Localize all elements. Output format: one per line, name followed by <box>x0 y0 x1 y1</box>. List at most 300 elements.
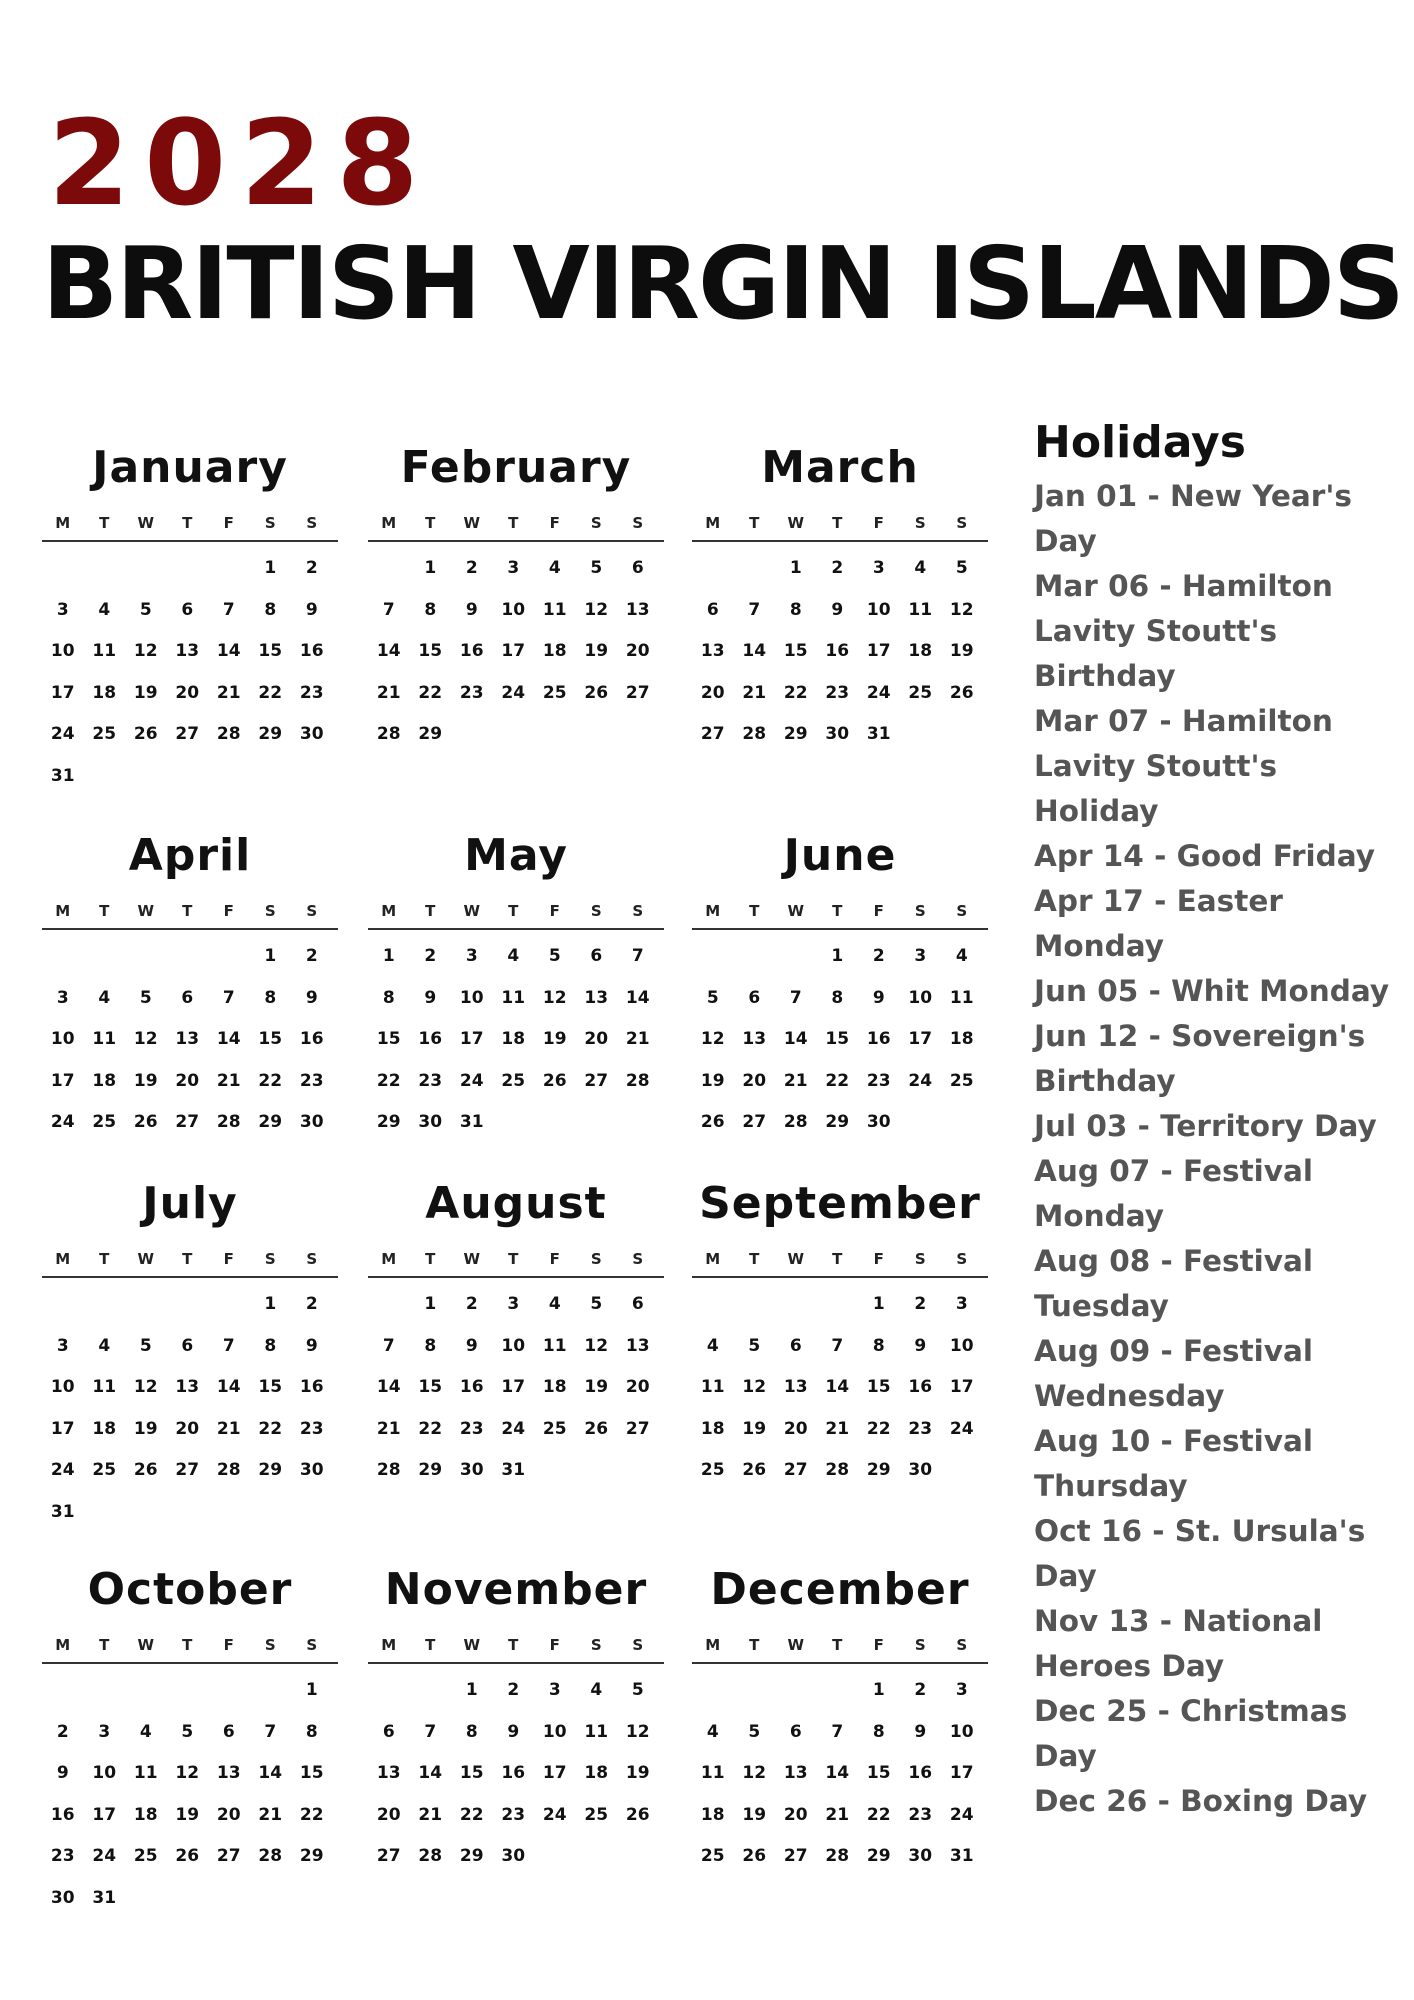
day-cell: 24 <box>50 1112 75 1132</box>
day-cell: 18 <box>542 1377 567 1397</box>
weekday-label: T <box>99 1636 110 1654</box>
month-july <box>42 1178 338 1533</box>
day-cell: 21 <box>376 1418 401 1439</box>
day-cell: 13 <box>376 1763 401 1783</box>
month-name: May <box>464 830 568 881</box>
day-cell: 12 <box>584 599 609 620</box>
holiday-item: Aug 07 - Festival Monday <box>1034 1154 1314 1234</box>
weekday-label: T <box>832 514 843 532</box>
day-cell: 25 <box>908 682 933 703</box>
day-cell: 11 <box>92 641 117 661</box>
day-cell: 16 <box>299 1377 324 1397</box>
day-cell: 6 <box>181 1335 194 1356</box>
day-cell: 19 <box>133 1070 158 1091</box>
day-cell: 11 <box>700 1763 725 1783</box>
day-cell: 27 <box>742 1112 767 1132</box>
weekday-label: F <box>549 902 560 920</box>
weekday-label: T <box>508 1250 519 1268</box>
weekday-label: S <box>264 902 276 920</box>
month-november <box>368 1564 664 1878</box>
day-cell: 18 <box>700 1804 725 1825</box>
day-cell: 13 <box>175 641 200 661</box>
day-cell: 18 <box>133 1804 158 1825</box>
weekday-label: T <box>99 902 110 920</box>
day-cell: 25 <box>700 1460 725 1480</box>
day-cell: 30 <box>501 1846 526 1866</box>
day-cell: 2 <box>914 1294 927 1314</box>
day-blank <box>368 1670 410 1712</box>
day-cell: 6 <box>631 558 644 578</box>
weekday-label: S <box>956 902 968 920</box>
weekday-label: T <box>182 902 193 920</box>
day-cell: 26 <box>949 682 974 703</box>
day-cell: 18 <box>949 1029 974 1049</box>
day-cell: 6 <box>748 987 761 1008</box>
day-cell: 15 <box>418 641 443 661</box>
day-cell: 21 <box>258 1804 283 1825</box>
day-cell: 3 <box>955 1680 968 1700</box>
day-blank <box>208 548 250 590</box>
day-cell: 25 <box>92 1112 117 1132</box>
day-cell: 8 <box>424 1335 437 1356</box>
day-cell: 28 <box>258 1846 283 1866</box>
day-cell: 28 <box>825 1460 850 1480</box>
day-cell: 8 <box>305 1721 318 1742</box>
day-cell: 23 <box>908 1418 933 1439</box>
day-cell: 11 <box>133 1763 158 1783</box>
day-cell: 8 <box>831 987 844 1008</box>
day-cell: 10 <box>949 1721 974 1742</box>
holiday-item: Jun 12 - Sovereign's Birthday <box>1034 1019 1366 1099</box>
month-october <box>42 1564 338 1919</box>
day-cell: 1 <box>305 1680 318 1700</box>
day-cell: 18 <box>501 1029 526 1049</box>
day-cell: 7 <box>264 1721 277 1742</box>
day-blank <box>410 1670 452 1712</box>
day-cell: 2 <box>831 558 844 578</box>
day-cell: 10 <box>50 641 75 661</box>
day-cell: 15 <box>825 1029 850 1049</box>
day-blank <box>42 1670 84 1712</box>
day-cell: 12 <box>133 641 158 661</box>
weekday-label: S <box>632 1636 644 1654</box>
day-cell: 12 <box>742 1763 767 1783</box>
day-cell: 13 <box>700 641 725 661</box>
weekday-label: F <box>223 1250 234 1268</box>
day-cell: 24 <box>501 682 526 703</box>
weekday-label: W <box>137 1250 155 1268</box>
day-cell: 4 <box>706 1335 719 1356</box>
day-cell: 19 <box>584 641 609 661</box>
holiday-item: Jun 05 - Whit Monday <box>1034 974 1390 1009</box>
day-blank <box>84 1284 126 1326</box>
day-cell: 3 <box>955 1294 968 1314</box>
weekday-label: S <box>590 1250 602 1268</box>
weekday-label: T <box>508 902 519 920</box>
day-cell: 18 <box>584 1763 609 1783</box>
weekday-label: T <box>749 514 760 532</box>
day-cell: 15 <box>258 641 283 661</box>
day-cell: 3 <box>507 558 520 578</box>
day-cell: 29 <box>866 1460 891 1480</box>
day-cell: 6 <box>631 1294 644 1314</box>
day-cell: 30 <box>299 724 324 744</box>
weekday-label: M <box>55 902 71 920</box>
day-cell: 13 <box>783 1763 808 1783</box>
day-blank <box>125 1670 167 1712</box>
day-cell: 13 <box>216 1763 241 1783</box>
day-cell: 17 <box>92 1804 117 1825</box>
day-cell: 11 <box>908 599 933 620</box>
day-cell: 19 <box>584 1377 609 1397</box>
weekday-label: W <box>463 1250 481 1268</box>
weekday-label: W <box>463 1636 481 1654</box>
day-cell: 26 <box>700 1112 725 1132</box>
day-cell: 24 <box>501 1418 526 1439</box>
day-cell: 9 <box>914 1335 927 1356</box>
weekday-label: T <box>425 902 436 920</box>
day-blank <box>734 548 776 590</box>
day-blank <box>817 1284 859 1326</box>
day-cell: 14 <box>216 1377 241 1397</box>
day-blank <box>692 1670 734 1712</box>
day-cell: 12 <box>133 1029 158 1049</box>
day-cell: 20 <box>175 1418 200 1439</box>
day-cell: 7 <box>424 1721 437 1742</box>
weekday-label: S <box>632 902 644 920</box>
day-cell: 3 <box>872 558 885 578</box>
day-cell: 4 <box>139 1721 152 1742</box>
weekday-label: S <box>632 514 644 532</box>
day-cell: 14 <box>742 641 767 661</box>
day-grid <box>368 936 664 1144</box>
holiday-item: Jul 03 - Territory Day <box>1034 1109 1377 1144</box>
day-cell: 22 <box>783 682 808 703</box>
day-cell: 21 <box>216 1418 241 1439</box>
day-cell: 14 <box>376 641 401 661</box>
day-cell: 26 <box>584 682 609 703</box>
day-cell: 24 <box>50 1460 75 1480</box>
holiday-item: Aug 08 - Festival Tuesday <box>1034 1244 1314 1324</box>
day-cell: 9 <box>305 599 318 620</box>
day-cell: 16 <box>299 641 324 661</box>
day-blank <box>167 548 209 590</box>
weekday-header <box>692 1628 988 1664</box>
day-grid <box>692 936 988 1144</box>
day-cell: 14 <box>216 1029 241 1049</box>
weekday-header <box>42 506 338 542</box>
day-cell: 10 <box>908 987 933 1008</box>
day-cell: 1 <box>789 558 802 578</box>
day-cell: 24 <box>949 1804 974 1825</box>
day-cell: 16 <box>299 1029 324 1049</box>
day-cell: 16 <box>866 1029 891 1049</box>
day-cell: 10 <box>866 599 891 620</box>
day-cell: 4 <box>590 1680 603 1700</box>
day-cell: 15 <box>299 1763 324 1783</box>
day-cell: 23 <box>299 1070 324 1091</box>
weekday-label: S <box>306 1636 318 1654</box>
day-cell: 22 <box>866 1418 891 1439</box>
weekday-label: T <box>182 1250 193 1268</box>
day-cell: 12 <box>584 1335 609 1356</box>
day-cell: 16 <box>908 1377 933 1397</box>
day-cell: 29 <box>299 1846 324 1866</box>
day-cell: 18 <box>700 1418 725 1439</box>
day-cell: 30 <box>825 724 850 744</box>
day-cell: 15 <box>866 1377 891 1397</box>
day-cell: 22 <box>418 1418 443 1439</box>
day-cell: 21 <box>376 682 401 703</box>
holiday-item: Mar 07 - Hamilton Lavity Stoutt's Holiday <box>1034 704 1333 829</box>
day-cell: 1 <box>872 1680 885 1700</box>
day-cell: 10 <box>501 1335 526 1356</box>
day-cell: 28 <box>825 1846 850 1866</box>
month-january <box>42 442 338 797</box>
day-cell: 19 <box>175 1804 200 1825</box>
day-cell: 27 <box>376 1846 401 1866</box>
day-cell: 3 <box>56 987 69 1008</box>
weekday-label: T <box>182 1636 193 1654</box>
day-cell: 20 <box>625 1377 650 1397</box>
day-cell: 31 <box>866 724 891 744</box>
day-cell: 19 <box>133 1418 158 1439</box>
month-august <box>368 1178 664 1492</box>
day-cell: 4 <box>914 558 927 578</box>
day-cell: 23 <box>299 682 324 703</box>
day-cell: 14 <box>625 987 650 1008</box>
day-grid <box>692 1284 988 1492</box>
day-cell: 12 <box>949 599 974 620</box>
day-cell: 31 <box>92 1887 117 1908</box>
day-cell: 14 <box>376 1377 401 1397</box>
day-cell: 29 <box>418 1460 443 1480</box>
day-cell: 13 <box>584 987 609 1008</box>
day-cell: 25 <box>133 1846 158 1866</box>
day-cell: 8 <box>264 599 277 620</box>
day-cell: 1 <box>872 1294 885 1314</box>
weekday-label: S <box>914 1636 926 1654</box>
day-cell: 30 <box>50 1887 75 1908</box>
day-cell: 9 <box>831 599 844 620</box>
day-cell: 12 <box>700 1029 725 1049</box>
day-cell: 22 <box>258 1418 283 1439</box>
day-cell: 11 <box>700 1377 725 1397</box>
day-cell: 25 <box>584 1804 609 1825</box>
day-blank <box>250 1670 292 1712</box>
weekday-label: M <box>381 514 397 532</box>
weekday-label: M <box>705 514 721 532</box>
weekday-label: W <box>787 514 805 532</box>
day-cell: 13 <box>742 1029 767 1049</box>
day-cell: 7 <box>222 1335 235 1356</box>
day-cell: 22 <box>299 1804 324 1825</box>
day-cell: 7 <box>222 599 235 620</box>
day-cell: 24 <box>50 724 75 744</box>
weekday-label: T <box>832 902 843 920</box>
day-blank <box>734 1670 776 1712</box>
day-grid <box>42 1284 338 1533</box>
day-cell: 4 <box>706 1721 719 1742</box>
weekday-label: F <box>223 902 234 920</box>
day-cell: 21 <box>625 1029 650 1049</box>
day-cell: 26 <box>175 1846 200 1866</box>
weekday-label: F <box>549 1636 560 1654</box>
weekday-header <box>692 894 988 930</box>
day-blank <box>84 1670 126 1712</box>
weekday-label: S <box>590 902 602 920</box>
day-blank <box>42 936 84 978</box>
day-grid <box>692 548 988 756</box>
day-cell: 23 <box>459 682 484 703</box>
day-cell: 10 <box>50 1377 75 1397</box>
day-blank <box>167 1670 209 1712</box>
weekday-header <box>368 894 664 930</box>
day-cell: 5 <box>590 1294 603 1314</box>
day-cell: 20 <box>742 1070 767 1091</box>
day-cell: 19 <box>742 1418 767 1439</box>
weekday-label: S <box>264 514 276 532</box>
day-cell: 14 <box>825 1377 850 1397</box>
day-cell: 17 <box>50 1070 75 1091</box>
month-name: March <box>761 442 919 493</box>
day-cell: 4 <box>507 946 520 966</box>
day-cell: 17 <box>949 1377 974 1397</box>
day-cell: 30 <box>299 1112 324 1132</box>
day-cell: 8 <box>382 987 395 1008</box>
day-cell: 8 <box>465 1721 478 1742</box>
month-name: April <box>128 830 252 881</box>
day-cell: 20 <box>625 641 650 661</box>
day-cell: 8 <box>789 599 802 620</box>
day-cell: 20 <box>783 1804 808 1825</box>
day-cell: 6 <box>590 946 603 966</box>
day-cell: 26 <box>542 1070 567 1091</box>
month-name: June <box>783 830 897 881</box>
day-cell: 17 <box>949 1763 974 1783</box>
day-cell: 27 <box>175 1112 200 1132</box>
day-cell: 8 <box>424 599 437 620</box>
day-cell: 22 <box>418 682 443 703</box>
weekday-label: T <box>508 1636 519 1654</box>
weekday-label: M <box>55 1250 71 1268</box>
day-cell: 5 <box>181 1721 194 1742</box>
day-cell: 4 <box>98 599 111 620</box>
day-cell: 29 <box>376 1112 401 1132</box>
day-cell: 11 <box>542 599 567 620</box>
day-cell: 14 <box>216 641 241 661</box>
weekday-label: S <box>306 902 318 920</box>
weekday-label: S <box>306 1250 318 1268</box>
day-cell: 19 <box>700 1070 725 1091</box>
day-cell: 22 <box>459 1804 484 1825</box>
day-blank <box>84 936 126 978</box>
weekday-label: T <box>749 902 760 920</box>
day-cell: 28 <box>216 1460 241 1480</box>
day-cell: 26 <box>584 1418 609 1439</box>
day-blank <box>775 1670 817 1712</box>
day-blank <box>817 1670 859 1712</box>
day-cell: 10 <box>459 987 484 1008</box>
day-cell: 11 <box>584 1721 609 1742</box>
day-cell: 21 <box>825 1418 850 1439</box>
day-cell: 1 <box>424 1294 437 1314</box>
day-cell: 28 <box>216 1112 241 1132</box>
day-cell: 26 <box>625 1804 650 1825</box>
day-cell: 14 <box>258 1763 283 1783</box>
day-cell: 20 <box>584 1029 609 1049</box>
day-cell: 7 <box>831 1721 844 1742</box>
day-cell: 17 <box>50 1418 75 1439</box>
weekday-label: W <box>787 1250 805 1268</box>
day-blank <box>167 936 209 978</box>
day-grid <box>368 1670 664 1878</box>
day-cell: 7 <box>631 946 644 966</box>
day-cell: 9 <box>465 1335 478 1356</box>
day-cell: 7 <box>748 599 761 620</box>
weekday-label: F <box>223 514 234 532</box>
day-cell: 16 <box>501 1763 526 1783</box>
month-june <box>692 830 988 1144</box>
day-cell: 5 <box>590 558 603 578</box>
day-cell: 9 <box>507 1721 520 1742</box>
day-cell: 18 <box>542 641 567 661</box>
day-cell: 29 <box>825 1112 850 1132</box>
day-cell: 27 <box>216 1846 241 1866</box>
month-name: September <box>699 1178 981 1229</box>
weekday-label: S <box>914 514 926 532</box>
day-cell: 14 <box>783 1029 808 1049</box>
day-cell: 22 <box>376 1070 401 1091</box>
day-cell: 29 <box>866 1846 891 1866</box>
weekday-label: T <box>425 514 436 532</box>
day-cell: 11 <box>92 1029 117 1049</box>
day-cell: 8 <box>872 1721 885 1742</box>
holiday-item: Aug 10 - Festival Thursday <box>1034 1424 1314 1504</box>
day-cell: 12 <box>133 1377 158 1397</box>
day-grid <box>42 548 338 797</box>
weekday-label: T <box>425 1250 436 1268</box>
day-blank <box>167 1284 209 1326</box>
day-cell: 5 <box>631 1680 644 1700</box>
day-cell: 15 <box>783 641 808 661</box>
day-cell: 26 <box>133 1460 158 1480</box>
day-cell: 25 <box>501 1070 526 1091</box>
day-cell: 3 <box>914 946 927 966</box>
day-cell: 23 <box>866 1070 891 1091</box>
day-blank <box>125 548 167 590</box>
day-cell: 3 <box>98 1721 111 1742</box>
day-blank <box>368 548 410 590</box>
day-blank <box>42 548 84 590</box>
weekday-label: S <box>264 1636 276 1654</box>
weekday-label: F <box>873 514 884 532</box>
day-cell: 2 <box>305 946 318 966</box>
day-cell: 12 <box>175 1763 200 1783</box>
day-cell: 15 <box>459 1763 484 1783</box>
day-cell: 5 <box>139 987 152 1008</box>
day-blank <box>84 548 126 590</box>
day-cell: 13 <box>783 1377 808 1397</box>
day-cell: 27 <box>783 1846 808 1866</box>
day-cell: 19 <box>949 641 974 661</box>
day-cell: 12 <box>742 1377 767 1397</box>
day-cell: 6 <box>789 1721 802 1742</box>
day-cell: 25 <box>949 1070 974 1091</box>
day-cell: 16 <box>825 641 850 661</box>
weekday-header <box>42 1242 338 1278</box>
month-september <box>692 1178 988 1492</box>
